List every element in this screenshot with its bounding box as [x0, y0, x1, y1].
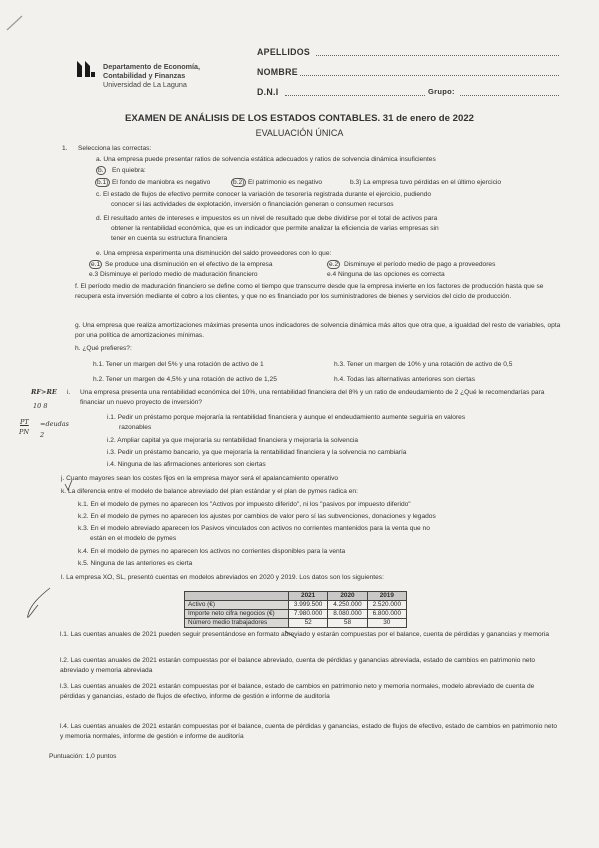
option-k1: k.1. En el modelo de pymes no aparecen los "Activos por impuesto diferido", ni los "pasivos por impuesto diferido"	[78, 501, 411, 508]
handwriting-note: RF>RE	[31, 388, 57, 396]
option-k3-line2: están en el modelo de pymes	[90, 535, 177, 542]
grupo-label: Grupo:	[428, 87, 455, 96]
option-l4: l.4. Las cuentas anuales de 2021 estarán compuestas por el balance, cuenta de pérdidas y ganancias, estado de flujos de efectivo, estado de cambios en patrimonio neto y memoria normales, informe de gestión e informe de auditoría	[60, 723, 558, 740]
option-b-circle: b.	[98, 167, 104, 174]
option-h: h. ¿Qué prefieres?:	[75, 345, 132, 352]
table-cell: Número medio trabajadores	[185, 619, 289, 628]
score-text: Puntuación: 1,0 puntos	[49, 753, 117, 760]
option-k3-line1: k.3. En el modelo abreviado aparecen los Pasivos vinculados con activos no corrientes mantenidos para la venta que no	[78, 525, 430, 532]
exam-title: EXAMEN DE ANÁLISIS DE LOS ESTADOS CONTABLES. 31 de enero de 2022	[125, 113, 474, 124]
option-k2: k.2. En el modelo de pymes no aparecen los ajustes por cambios de valor pero sí las subvenciones, donaciones y legados	[78, 513, 436, 520]
option-l1: l.1. Las cuentas anuales de 2021 pueden seguir presentándose en formato abreviado y estarán compuestas por el balance, cuenta de pérdidas y ganancias y memoria	[60, 631, 549, 638]
option-i2: i.2. Ampliar capital ya que mejoraría su rentabilidad financiera y mejoraría la solvencia	[107, 437, 359, 444]
exam-subtitle: EVALUACIÓN ÚNICA	[255, 128, 344, 138]
option-d-line2: obtener la rentabilidad económica, que es un indicador que permite analizar la eficiencia de varias empresas sin	[111, 225, 439, 232]
handwriting-note: =deudas	[40, 420, 70, 428]
option-l3: l.3. Las cuentas anuales de 2021 estarán compuestas por el balance, estado de cambios en patrimonio neto y memoria normales, modelo abreviado de cuenta de pérdidas y ganancias, estado de flujos de efectivo, informe de gestión e informe de auditoría	[60, 683, 535, 700]
option-i1-line2: razonables	[119, 424, 152, 431]
nombre-label: NOMBRE	[257, 67, 298, 77]
table-cell: 58	[328, 619, 367, 628]
option-i4: i.4. Ninguna de las afirmaciones anteriores son ciertas	[107, 461, 266, 468]
option-f: f. El período medio de maduración financiero se define como el tiempo que transcurre desde que la empresa invierte en los factores de producción hasta que se recupera esta inversión mediante el cobro a los clientes, y que no es financiado por los suministradores de bienes y servicios del ciclo de producción.	[75, 283, 544, 300]
option-e1: Se produce una disminución en el efectivo de la empresa	[105, 261, 273, 268]
option-l: l. La empresa XO, SL, presentó cuentas en modelos abreviados en 2020 y 2019. Los datos son los siguientes:	[61, 574, 384, 581]
option-h1: h.1. Tener un margen del 5% y una rotación de activo de 1	[93, 361, 264, 368]
option-k4: k.4. En el modelo de pymes no aparecen los activos no corrientes disponibles para la venta	[78, 548, 346, 555]
option-i-letter: i.	[67, 389, 71, 396]
table-cell: 4.250.000	[328, 601, 367, 610]
option-h3: h.3. Tener un margen de 10% y una rotación de activo de 0,5	[334, 361, 513, 368]
option-c-line2: conocer si las actividades de explotación, inversión o financiación generan o consumen recursos	[111, 201, 394, 208]
table-cell: 3.999.500	[288, 601, 327, 610]
option-k5: k.5. Ninguna de las anteriores es cierta	[78, 560, 193, 567]
dept-line-1: Departamento de Economía,	[103, 62, 201, 71]
dept-line-3: Universidad de La Laguna	[103, 80, 187, 89]
option-b3: b.3) La empresa tuvo pérdidas en el último ejercicio	[350, 179, 502, 186]
table-cell: 52	[288, 619, 327, 628]
option-i: Una empresa presenta una rentabilidad económica del 10%, una rentabilidad financiera del 8% y un ratio de endeudamiento de 2 ¿Qué le recomendarías para financiar un nuevo proyecto de inversión?	[80, 389, 545, 406]
option-e1-label: e.1	[91, 261, 101, 268]
option-i1-line1: i.1. Pedir un préstamo porque mejoraría la rentabilidad financiera y aunque el endeudamiento aumente seguiría en valores	[107, 414, 466, 421]
option-d-line3: tener en cuenta su estructura financiera	[111, 235, 228, 242]
question-number: 1.	[62, 145, 68, 152]
option-b1: El fondo de maniobra es negativo	[112, 179, 211, 186]
option-b2-label: b.2)	[233, 179, 245, 186]
option-c-line1: c. El estado de flujos de efectivo permite conocer la variación de tesorería registrada durante el ejercicio, pudiendo	[96, 191, 432, 198]
option-d-line1: d. El resultado antes de intereses e impuestos es un nivel de resultado que debe dividirse por el total de activos para	[96, 215, 438, 222]
option-e2-label: e.2	[329, 261, 339, 268]
option-e2: Disminuye el período medio de pago a proveedores	[344, 261, 496, 268]
option-b: En quiebra:	[112, 167, 146, 174]
handwriting-note: PN	[19, 428, 30, 436]
option-b1-label: b.1)	[97, 179, 109, 186]
table-cell: Importe neto cifra negocios (€)	[185, 610, 289, 619]
option-j: j. Cuanto mayores sean los costes fijos en la empresa mayor será el apalancamiento operativo	[61, 475, 339, 482]
option-k: k. La diferencia entre el modelo de balance abreviado del plan estándar y el plan de pymes radica en:	[61, 488, 358, 495]
table-cell: 2.520.000	[367, 601, 406, 610]
dni-label: D.N.I	[257, 87, 279, 97]
option-g: g. Una empresa que realiza amortizaciones máximas presenta unos indicadores de solvencia dinámica más altos que otra que, a igualdad del resto de variables, opta por una política de amortizaciones mínimas.	[75, 322, 561, 339]
option-i3: i.3. Pedir un préstamo bancario, ya que mejoraría la rentabilidad financiera y la solvencia no cambiaría	[107, 449, 407, 456]
table-cell: 8.080.000	[328, 610, 367, 619]
option-e3: e.3 Disminuye el período medio de maduración financiero	[89, 271, 258, 278]
option-l2: l.2. Las cuentas anuales de 2021 estarán compuestas por el balance abreviado, cuenta de pérdidas y ganancias abreviada, estado de cambios en patrimonio neto abreviado y memoria abreviada	[60, 657, 536, 674]
option-e4: e.4 Ninguna de las opciones es correcta	[327, 271, 445, 278]
handwriting-note: 10 8	[33, 402, 48, 410]
option-b2: El patrimonio es negativo	[248, 179, 323, 186]
table-header-cell: 2019	[367, 592, 406, 601]
dept-line-2: Contabilidad y Finanzas	[103, 71, 186, 80]
handwriting-note: 2	[40, 431, 45, 439]
table-header-cell: 2021	[288, 592, 327, 601]
option-a: a. Una empresa puede presentar ratios de solvencia estática adecuados y ratios de solvencia dinámica insuficientes	[96, 156, 436, 163]
table-cell: 7.980.000	[288, 610, 327, 619]
option-e: e. Una empresa experimenta una disminución del saldo proveedores con lo que:	[96, 250, 332, 257]
table-header-cell: 2020	[328, 592, 367, 601]
option-h2: h.2. Tener un margen de 4,5% y una rotación de activo de 1,25	[93, 376, 277, 383]
option-h4: h.4. Todas las alternativas anteriores son ciertas	[334, 376, 475, 383]
table-cell: 30	[367, 619, 406, 628]
apellidos-label: APELLIDOS	[257, 47, 311, 57]
question-prompt: Selecciona las correctas:	[78, 145, 152, 152]
table-cell: Activo (€)	[185, 601, 289, 610]
handwriting-note: PT	[20, 418, 29, 426]
table-cell: 6.800.000	[367, 610, 406, 619]
